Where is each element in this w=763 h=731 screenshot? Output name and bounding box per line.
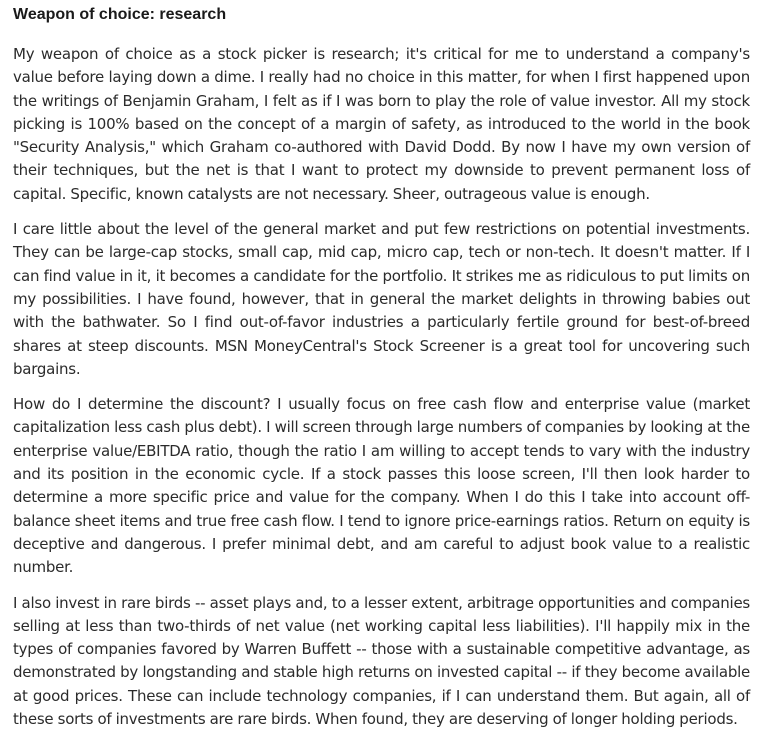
paragraph-research: My weapon of choice as a stock picker is research; it's critical for me to understand a company's value before laying down a dime. I really had no choice in this matter, for when I first happened upon the writings of Benjamin Graham, I felt as if I was born to play the role of value investor. All my stock picking is 100% based on the concept of a margin of safety, as introduced to the world in the book "Security Analysis," which Graham co-authored with David Dodd. By now I have my own version of their techniques, but the net is that I want to protect my downside to prevent permanent loss of capital. Specific, known catalysts are not necessary. Sheer, outrageous value is enough. (13, 45, 750, 203)
paragraph-rare-birds: I also invest in rare birds -- asset plays and, to a lesser extent, arbitrage opportunities and companies selling at less than two-thirds of net value (net working capital less liabilities). I'll happily mix in the types of companies favored by Warren Buffett -- those with a sustainable competitive advantage, as demonstrated by longstanding and stable high returns on invested capital -- if they become available at good prices. These can include technology companies, if I can understand them. But again, all of these sorts of investments are rare birds. When found, they are deserving of longer holding periods. (13, 593, 750, 729)
paragraph-market: I care little about the level of the general market and put few restrictions on potential investments. They can be large-cap stocks, small cap, mid cap, micro cap, tech or non-tech. It doesn't matter. If I can find value in it, it becomes a candidate for the portfolio. It strikes me as ridiculous to put limits on my possibilities. I have found, however, that in general the market delights in throwing babies out with the bathwater. So I find out-of-favor industries a particularly fertile ground for best-of-breed shares at steep discounts. MSN MoneyCentral's Stock Screener is a great tool for uncovering such bargains. (13, 220, 750, 378)
paragraph-discount: How do I determine the discount? I usually focus on free cash flow and enterprise value (market capitalization less cash plus debt). I will screen through large numbers of companies by looking at the enterprise value/EBITDA ratio, though the ratio I am willing to accept tends to vary with the industry and its position in the economic cycle. If a stock passes this loose screen, I'll then look harder to determine a more specific price and value for the company. When I do this I take into account off-balance sheet items and true free cash flow. I tend to ignore price-earnings ratios. Return on equity is deceptive and dangerous. I prefer minimal debt, and am careful to adjust book value to a realistic number. (13, 395, 750, 577)
article-title: Weapon of choice: research (13, 6, 227, 23)
article (13, 0, 750, 731)
